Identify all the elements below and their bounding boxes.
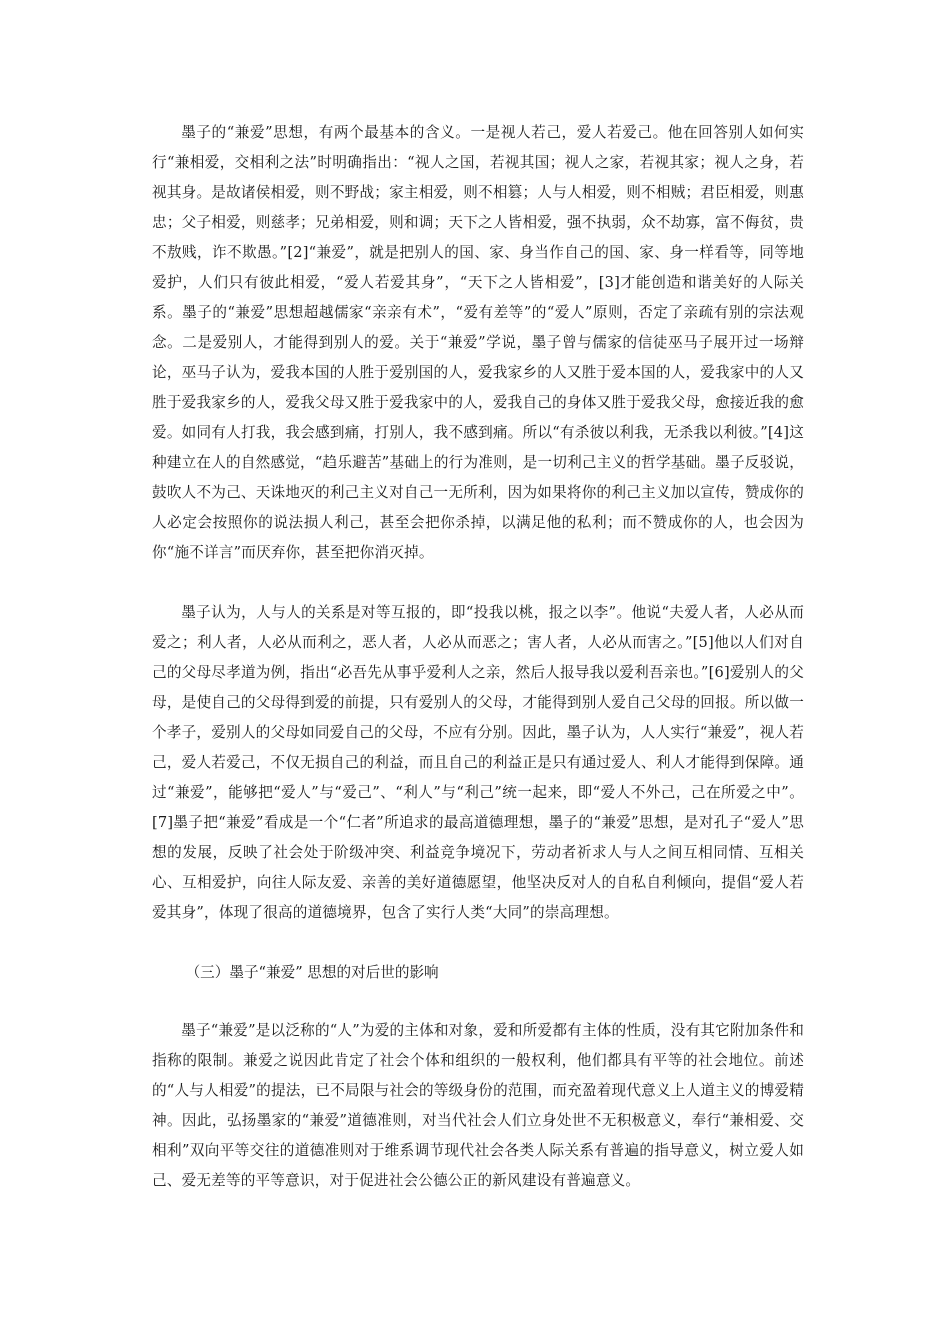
document-page (152, 118, 804, 1196)
section-heading: （三）墨子“兼爱” 思想的对后世的影响 (185, 964, 439, 981)
paragraph-later-influence: 墨子“兼爱”是以泛称的“人”为爱的主体和对象，爱和所爱都有主体的性质，没有其它附加条件和指称的限制。兼爱之说因此肯定了社会个体和组织的一般权利，他们都具有平等的社会地位。前述的“人与人相爱”的提法，已不局限与社会的等级身份的范围，而充盈着现代意义上人道主义的博爱精神。因此，弘扬墨家的“兼爱”道德准则，对当代社会人们立身处世不无积极意义，奉行“兼相爱、交相利”双向平等交往的道德准则对于维系调节现代社会各类人际关系有普遍的指导意义，树立爱人如己、爱无差等的平等意识，对于促进社会公德公正的新风建设有普遍意义。 (152, 1022, 804, 1189)
paragraph-mutual-reciprocity: 墨子认为，人与人的关系是对等互报的，即“投我以桃，报之以李”。他说“夫爱人者，人必从而爱之；利人者，人必从而利之，恶人者，人必从而恶之；害人者，人必从而害之。”[5]他以人们对自己的父母尽孝道为例，指出“必吾先从事乎爱利人之亲，然后人报导我以爱利吾亲也。”[6]爱别人的父母，是使自己的父母得到爱的前提，只有爱别人的父母，才能得到别人爱自己父母的回报。所以做一个孝子，爱别人的父母如同爱自己的父母，不应有分别。因此，墨子认为，人人实行“兼爱”，视人若己，爱人若爱己，不仅无损自己的利益，而且自己的利益正是只有通过爱人、利人才能得到保障。通过“兼爱”，能够把“爱人”与“爱己”、“利人”与“利己”统一起来，即“爱人不外己，己在所爱之中”。[7]墨子把“兼爱”看成是一个“仁者”所追求的最高道德理想，墨子的“兼爱”思想，是对孔子“爱人”思想的发展，反映了社会处于阶级冲突、利益竞争境况下，劳动者祈求人与人之间互相同情、互相关心、互相爱护，向往人际友爱、亲善的美好道德愿望，他坚决反对人的自私自利倾向，提倡“爱人若爱其身”，体现了很高的道德境界，包含了实行人类“大同”的崇高理想。 (152, 604, 804, 921)
paragraph-jian-ai-meaning: 墨子的“兼爱”思想，有两个最基本的含义。一是视人若己，爱人若爱己。他在回答别人如何实行“兼相爱，交相利之法”时明确指出：“视人之国，若视其国；视人之家，若视其家；视人之身，若视其身。是故诸侯相爱，则不野战；家主相爱，则不相篡；人与人相爱，则不相贼；君臣相爱，则惠忠；父子相爱，则慈孝；兄弟相爱，则和调；天下之人皆相爱，强不执弱，众不劫寡，富不侮贫，贵不敖贱，诈不欺愚。”[2]“兼爱”，就是把别人的国、家、身当作自己的国、家、身一样看等，同等地爱护，人们只有彼此相爱，“爱人若爱其身”，“天下之人皆相爱”，[3]才能创造和谐美好的人际关系。墨子的“兼爱”思想超越儒家“亲亲有术”，“爱有差等”的“爱人”原则，否定了亲疏有别的宗法观念。二是爱别人，才能得到别人的爱。关于“兼爱”学说，墨子曾与儒家的信徒巫马子展开过一场辩论，巫马子认为，爱我本国的人胜于爱别国的人，爱我家乡的人又胜于爱本国的人，爱我家中的人又胜于爱我家乡的人，爱我父母又胜于爱我家中的人，爱我自己的身体又胜于爱我父母，愈接近我的愈爱。如同有人打我，我会感到痛，打别人，我不感到痛。所以“有杀彼以利我，无杀我以利彼。”[4]这种建立在人的自然感觉，“趋乐避苦”基础上的行为准则，是一切利己主义的哲学基础。墨子反驳说，鼓吹人不为己、天诛地灭的利己主义对自己一无所利，因为如果将你的利己主义加以宣传，赞成你的人必定会按照你的说法损人利己，甚至会把你杀掉，以满足他的私利；而不赞成你的人，也会因为你“施不详言”而厌弃你，甚至把你消灭掉。 (152, 124, 804, 561)
